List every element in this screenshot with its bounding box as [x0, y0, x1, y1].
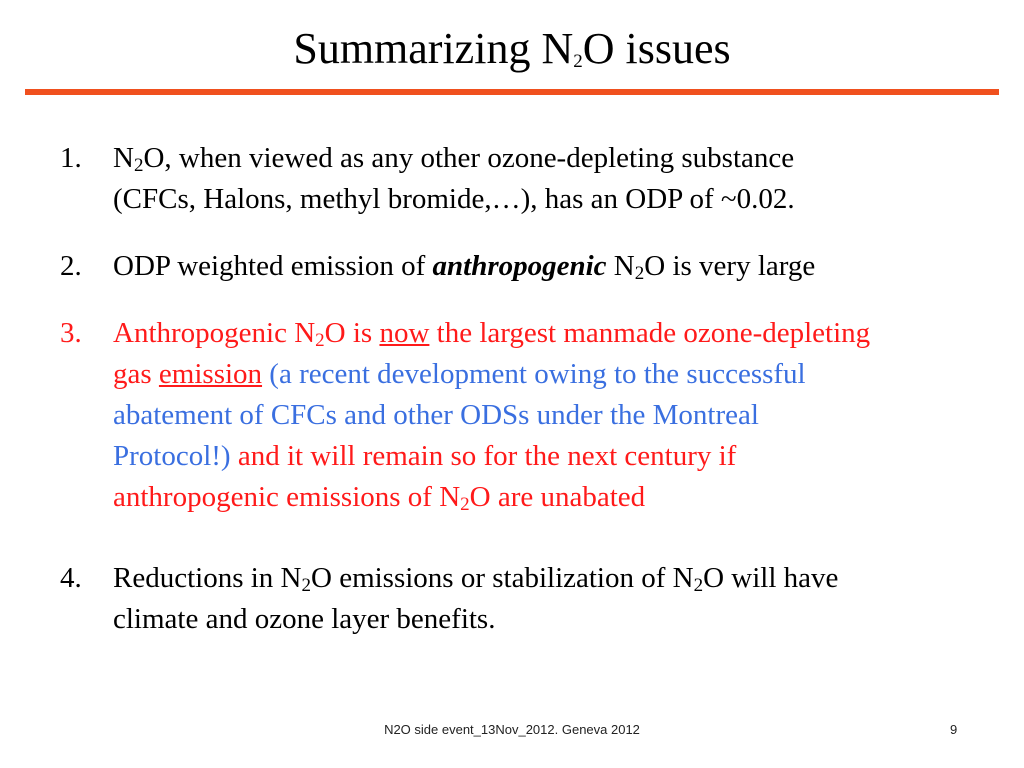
list-number: 2.: [60, 250, 82, 282]
line: Reductions in $N_2O$ emissions or stabilization of $N_2O$ will have: [113, 562, 839, 596]
line: Protocol!) and it will remain so for the next century if: [113, 440, 737, 472]
list-number: 1.: [60, 142, 82, 174]
list-text: [113, 558, 1013, 640]
underlined-now: now: [379, 317, 430, 349]
line: $N_2O$, when viewed as any other ozone-depleting substance: [113, 142, 795, 176]
list-number: 3.: [60, 317, 82, 349]
line: abatement of CFCs and other ODSs under the Montreal: [113, 399, 759, 431]
list-number: 4.: [60, 562, 82, 594]
line: Anthropogenic $N_2O$ is now the largest manmade ozone-depleting: [113, 317, 871, 351]
slide-title: Summarizing $N_2O$ issues: [293, 24, 731, 73]
list-text: [113, 138, 1013, 220]
line: anthropogenic emissions of $N_2O$ are unabated: [113, 481, 646, 515]
line: gas emission (a recent development owing to the successful: [113, 358, 806, 390]
slide-footer: N2O side event_13Nov_2012. Geneva 2012: [384, 722, 640, 737]
list-text: ODP weighted emission of anthropogenic $N_2O$ is very large: [113, 250, 816, 284]
page-number: 9: [950, 722, 958, 737]
underlined-emission: emission: [158, 358, 263, 390]
line: climate and ozone layer benefits.: [113, 603, 496, 635]
title-divider: [25, 89, 999, 95]
line: (CFCs, Halons, methyl bromide,…), has an ODP of ~0.02.: [113, 183, 795, 215]
list-text: [113, 313, 1013, 518]
